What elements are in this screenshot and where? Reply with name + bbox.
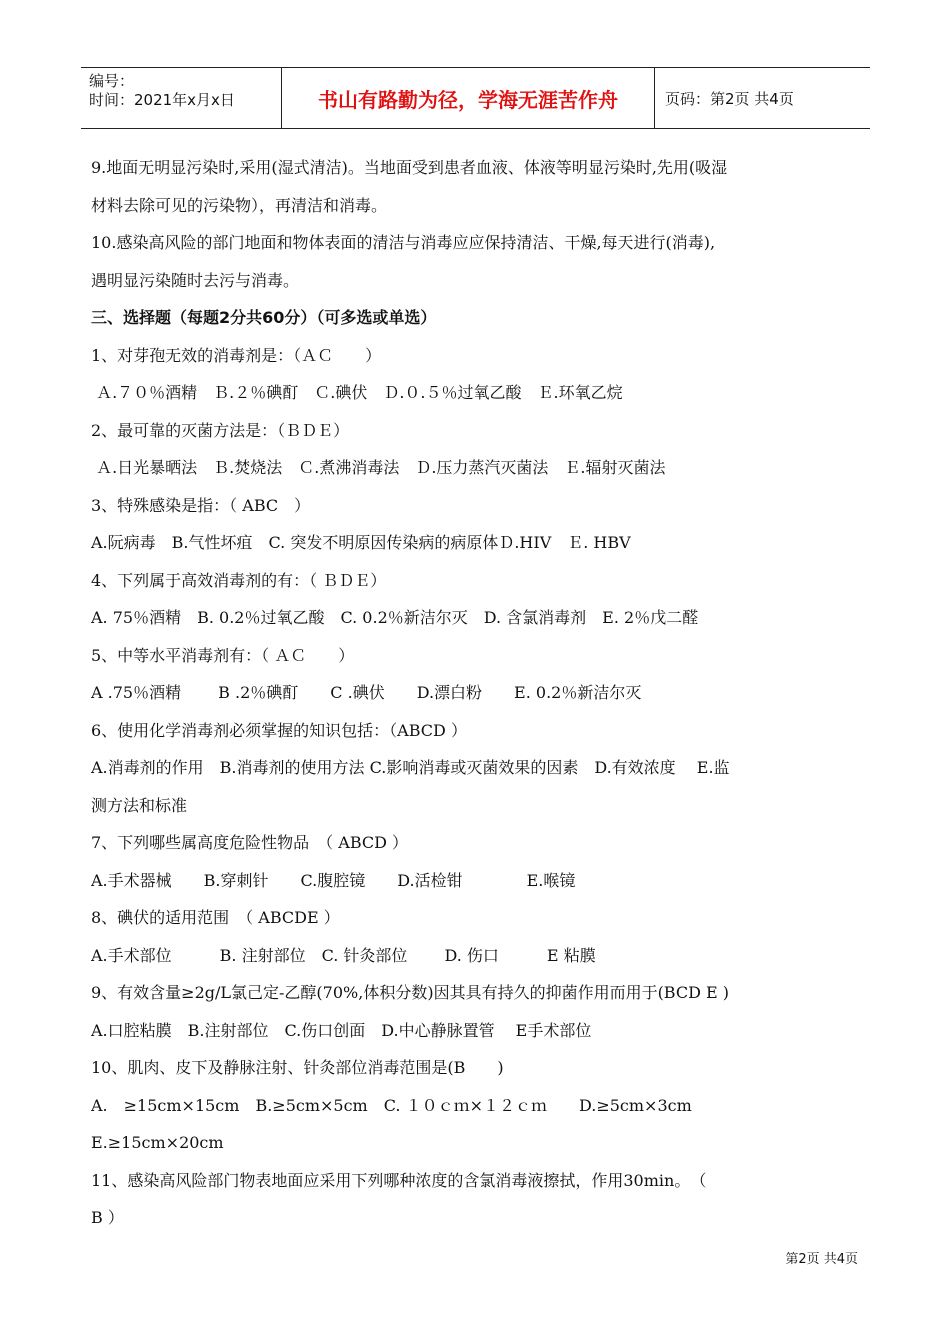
text-line: 1、对芽孢无效的消毒剂是：（ＡＣ ）	[91, 345, 382, 365]
text-line: 测方法和标准	[91, 795, 188, 815]
text-line: A.消毒剂的作用 B.消毒剂的使用方法 C.影响消毒或灭菌效果的因素 D.有效浓度 E.监	[91, 758, 730, 777]
header-meta	[81, 68, 281, 128]
text-line: 5、中等水平消毒剂有：（ ＡＣ ）	[91, 645, 355, 665]
text-line: Ａ.７０％酒精 Ｂ.２％碘酊 Ｃ.碘伏 Ｄ.０.５％过氧乙酸 Ｅ.环氧乙烷	[91, 383, 623, 402]
header-motto: 书山有路勤为径，学海无涯苦作舟	[281, 68, 655, 128]
text-line: 材料去除可见的污染物），再清洁和消毒。	[91, 195, 388, 215]
text-line: A .75％酒精 B .2％碘酊 C .碘伏 D.漂白粉 E. 0.2％新洁尔灭	[91, 683, 642, 702]
section-heading: 三、选择题（每题2分共60分）（可多选或单选）	[91, 308, 437, 327]
text-line: Ａ.日光暴晒法 Ｂ.焚烧法 Ｃ.煮沸消毒法 Ｄ.压力蒸汽灭菌法 Ｅ.辐射灭菌法	[91, 458, 666, 477]
text-line: A.口腔粘膜 B.注射部位 C.伤口创面 D.中心静脉置管 E手术部位	[91, 1020, 592, 1040]
text-line: 3、特殊感染是指：（ ABC ）	[91, 495, 311, 515]
text-line: 10.感染高风险的部门地面和物体表面的清洁与消毒应应保持清洁、干燥,每天进行(消毒),	[91, 233, 716, 252]
text-line: A. ≥15cm×15cm B.≥5cm×5cm C. １０ｃｍ×１２ｃｍ D.≥5cm×3cm	[91, 1095, 692, 1115]
text-line: B ）	[91, 1208, 124, 1227]
text-line: 2、最可靠的灭菌方法是：（ＢＤＥ）	[91, 420, 350, 440]
header-page-info: 页码：第2页 共4页	[665, 89, 794, 108]
text-line: A.阮病毒 B.气性坏疽 C. 突发不明原因传染病的病原体Ｄ.HIV Ｅ. HBV	[91, 533, 631, 552]
text-line: 11、感染高风险部门物表地面应采用下列哪种浓度的含氯消毒液擦拭，作用30min。 （	[91, 1170, 707, 1190]
text-line: E.≥15cm×20cm	[91, 1133, 224, 1152]
text-line: 遇明显污染随时去污与消毒。	[91, 270, 300, 290]
footer-page-number: 第2页 共4页	[785, 1252, 858, 1267]
text-line: 8、碘伏的适用范围 （ ABCDE ）	[91, 908, 340, 927]
page-header	[81, 67, 870, 129]
text-line: 7、下列哪些属高度危险性物品 （ ABCD ）	[91, 833, 409, 852]
text-line: A. 75％酒精 B. 0.2％过氧乙酸 C. 0.2％新洁尔灭 D. 含氯消毒剂 E. 2％戊二醛	[91, 608, 699, 627]
text-line: 9.地面无明显污染时,采用(湿式清洁)。当地面受到患者血液、体液等明显污染时,先用(吸湿	[91, 158, 728, 177]
text-line: A.手术器械 B.穿刺针 C.腹腔镜 D.活检钳 E.喉镜	[91, 870, 576, 890]
serial-label: 编号：	[89, 72, 135, 90]
text-line: 4、下列属于高效消毒剂的有：（ ＢＤＥ）	[91, 570, 387, 590]
text-line: 10、肌肉、皮下及静脉注射、针灸部位消毒范围是(B )	[91, 1058, 504, 1077]
text-line: 6、使用化学消毒剂必须掌握的知识包括：（ABCD ）	[91, 720, 467, 740]
time-label: 时间：2021年x月x日	[89, 91, 235, 109]
document-body	[91, 149, 866, 1237]
text-line: 9、有效含量≥2g/L氯己定-乙醇(70%,体积分数)因其具有持久的抑菌作用而用于(BCD E )	[91, 983, 730, 1002]
text-line: A.手术部位 B. 注射部位 C. 针灸部位 D. 伤口 E 粘膜	[91, 945, 596, 965]
